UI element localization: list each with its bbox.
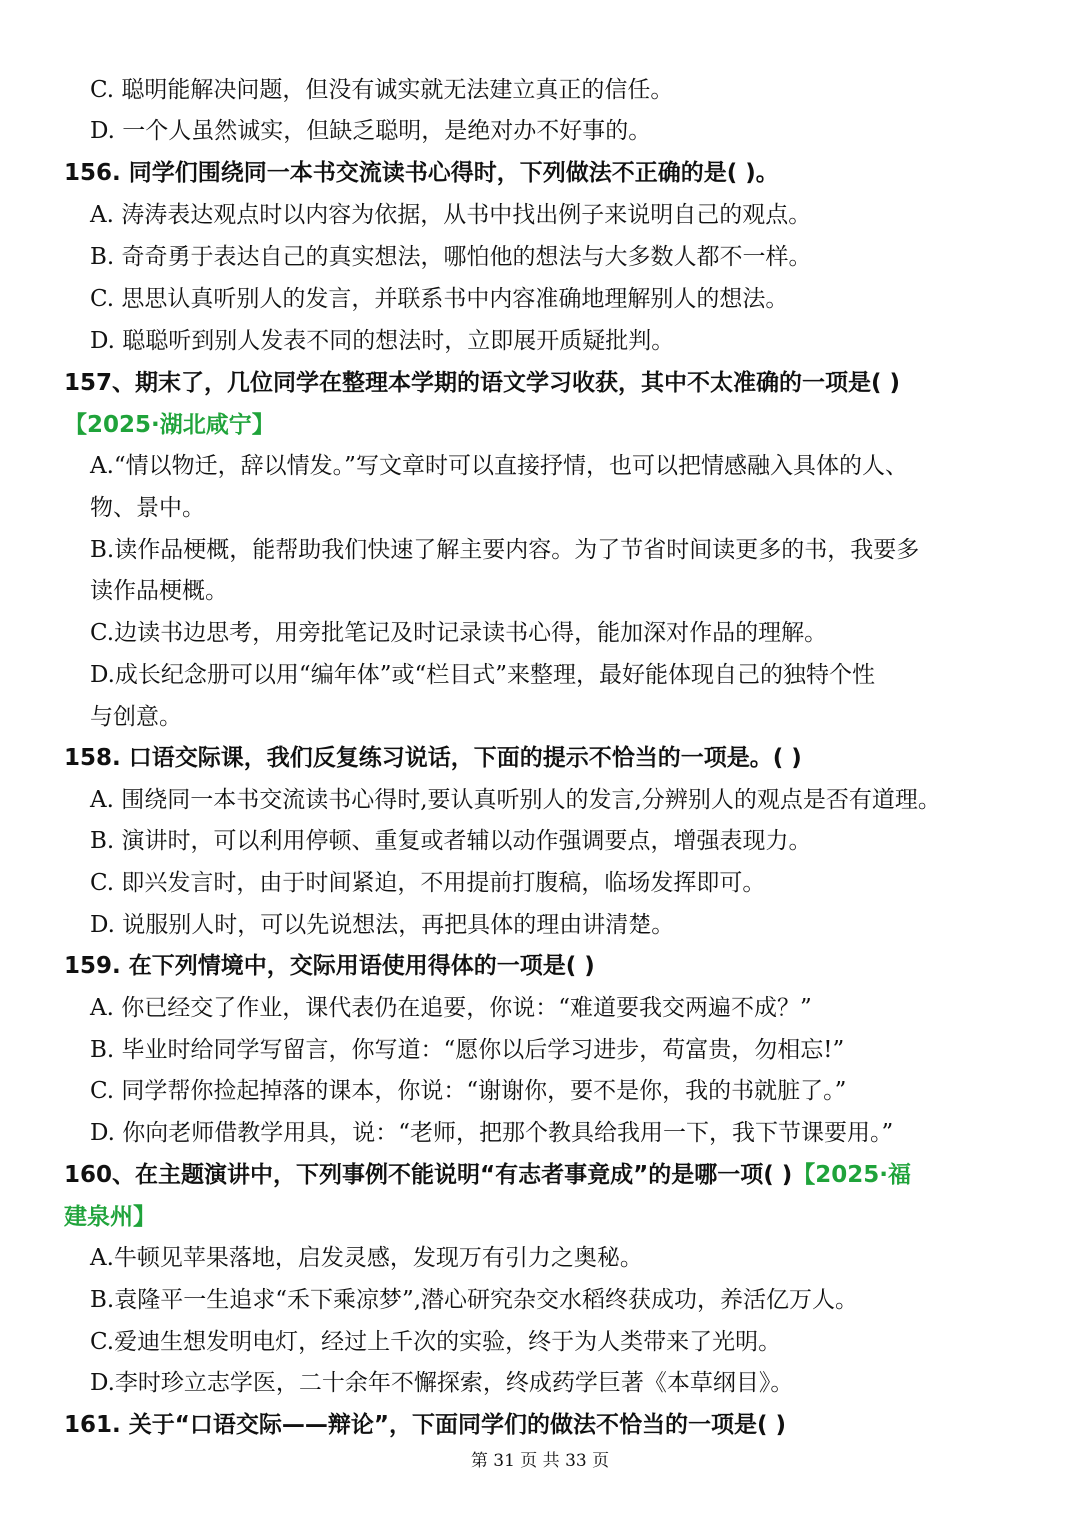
option-line xyxy=(90,75,673,105)
line-text: B. 毕业时给同学写留言，你写道：“愿你以后学习进步，苟富贵，勿相忘!” xyxy=(90,1037,845,1063)
option-line xyxy=(90,1285,858,1315)
line-text: A. 涛涛表达观点时以内容为依据，从书中找出例子来说明自己的观点。 xyxy=(90,202,812,228)
option-line xyxy=(90,576,228,606)
question-stem xyxy=(64,951,595,981)
option-line xyxy=(90,785,941,815)
source-tag xyxy=(64,1202,156,1232)
line-text: 158. 口语交际课，我们反复练习说话，下面的提示不恰当的一项是。( ) xyxy=(64,745,802,771)
question-stem xyxy=(64,158,779,188)
line-text: C. 思思认真听别人的发言，并联系书中内容准确地理解别人的想法。 xyxy=(90,286,789,312)
line-text: 物、景中。 xyxy=(90,495,205,521)
option-line xyxy=(90,1327,781,1357)
line-text: 159. 在下列情境中，交际用语使用得体的一项是( ) xyxy=(64,953,595,979)
option-line xyxy=(90,618,827,648)
line-text: B.读作品梗概，能帮助我们快速了解主要内容。为了节省时间读更多的书，我要多 xyxy=(90,537,920,563)
line-text: 156. 同学们围绕同一本书交流读书心得时，下列做法不正确的是( )。 xyxy=(64,160,779,186)
option-line xyxy=(90,1076,846,1106)
line-text: B. 奇奇勇于表达自己的真实想法，哪怕他的想法与大多数人都不一样。 xyxy=(90,244,812,270)
option-line xyxy=(90,1368,793,1398)
option-line xyxy=(90,116,651,146)
option-line xyxy=(90,326,674,356)
question-stem xyxy=(64,743,802,773)
line-text: A. 你已经交了作业，课代表仍在追要，你说：“难道要我交两遍不成？” xyxy=(90,995,812,1021)
page-footer: 第 31 页 共 33 页 xyxy=(470,1451,610,1471)
line-text: A.牛顿见苹果落地，启发灵感，发现万有引力之奥秘。 xyxy=(90,1245,643,1271)
line-text: C.边读书边思考，用旁批笔记及时记录读书心得，能加深对作品的理解。 xyxy=(90,620,828,646)
option-line xyxy=(90,1035,844,1065)
option-line xyxy=(90,993,812,1023)
line-text: D. 说服别人时，可以先说想法，再把具体的理由讲清楚。 xyxy=(90,912,675,938)
line-text: A.“情以物迁，辞以情发。”写文章时可以直接抒情，也可以把情感融入具体的人、 xyxy=(90,453,908,479)
option-line xyxy=(90,826,812,856)
source-tag xyxy=(64,410,275,440)
line-text: 160、在主题演讲中，下列事例不能说明“有志者事竟成”的是哪一项( ) xyxy=(64,1162,793,1188)
line-text: D. 聪聪听到别人发表不同的想法时，立即展开质疑批判。 xyxy=(90,328,675,354)
line-text: D. 一个人虽然诚实，但缺乏聪明，是绝对办不好事的。 xyxy=(90,118,652,144)
question-stem xyxy=(64,1160,911,1190)
option-line xyxy=(90,660,875,690)
source-tag: 【2025·福 xyxy=(792,1162,912,1188)
option-line xyxy=(90,910,674,940)
line-text: C.爱迪生想发明电灯，经过上千次的实验，终于为人类带来了光明。 xyxy=(90,1329,782,1355)
line-text: C. 即兴发言时，由于时间紧迫，不用提前打腹稿，临场发挥即可。 xyxy=(90,870,766,896)
question-stem xyxy=(64,368,900,398)
option-line xyxy=(90,284,788,314)
line-text: 157、期末了，几位同学在整理本学期的语文学习收获，其中不太准确的一项是( ) xyxy=(64,370,901,396)
line-text: 【2025·湖北咸宁】 xyxy=(64,412,275,438)
line-text: D.李时珍立志学医，二十余年不懈探索，终成药学巨著《本草纲目》。 xyxy=(90,1370,794,1396)
option-line xyxy=(90,1243,643,1273)
option-line xyxy=(90,493,205,523)
option-line xyxy=(90,702,182,732)
option-line xyxy=(90,868,765,898)
line-text: D.成长纪念册可以用“编年体”或“栏目式”来整理，最好能体现自己的独特个性 xyxy=(90,662,875,688)
line-text: B.袁隆平一生追求“禾下乘凉梦”,潜心研究杂交水稻终获成功，养活亿万人。 xyxy=(90,1287,859,1313)
line-text: C. 同学帮你捡起掉落的课本，你说：“谢谢你，要不是你，我的书就脏了。” xyxy=(90,1078,847,1104)
question-stem xyxy=(64,1410,786,1440)
line-text: A. 围绕同一本书交流读书心得时,要认真听别人的发言,分辨别人的观点是否有道理。 xyxy=(90,787,941,813)
option-line xyxy=(90,451,908,481)
line-text: 读作品梗概。 xyxy=(90,578,228,604)
line-text: C. 聪明能解决问题，但没有诚实就无法建立真正的信任。 xyxy=(90,77,674,103)
line-text: D. 你向老师借教学用具，说：“老师，把那个教具给我用一下，我下节课要用。” xyxy=(90,1120,894,1146)
line-text: 161. 关于“口语交际——辩论”，下面同学们的做法不恰当的一项是( ) xyxy=(64,1412,787,1438)
option-line xyxy=(90,200,811,230)
option-line xyxy=(90,242,812,272)
option-line xyxy=(90,1118,893,1148)
line-text: 与创意。 xyxy=(90,704,182,730)
line-text: 建泉州】 xyxy=(64,1204,156,1230)
line-text: B. 演讲时，可以利用停顿、重复或者辅以动作强调要点，增强表现力。 xyxy=(90,828,812,854)
option-line xyxy=(90,535,919,565)
